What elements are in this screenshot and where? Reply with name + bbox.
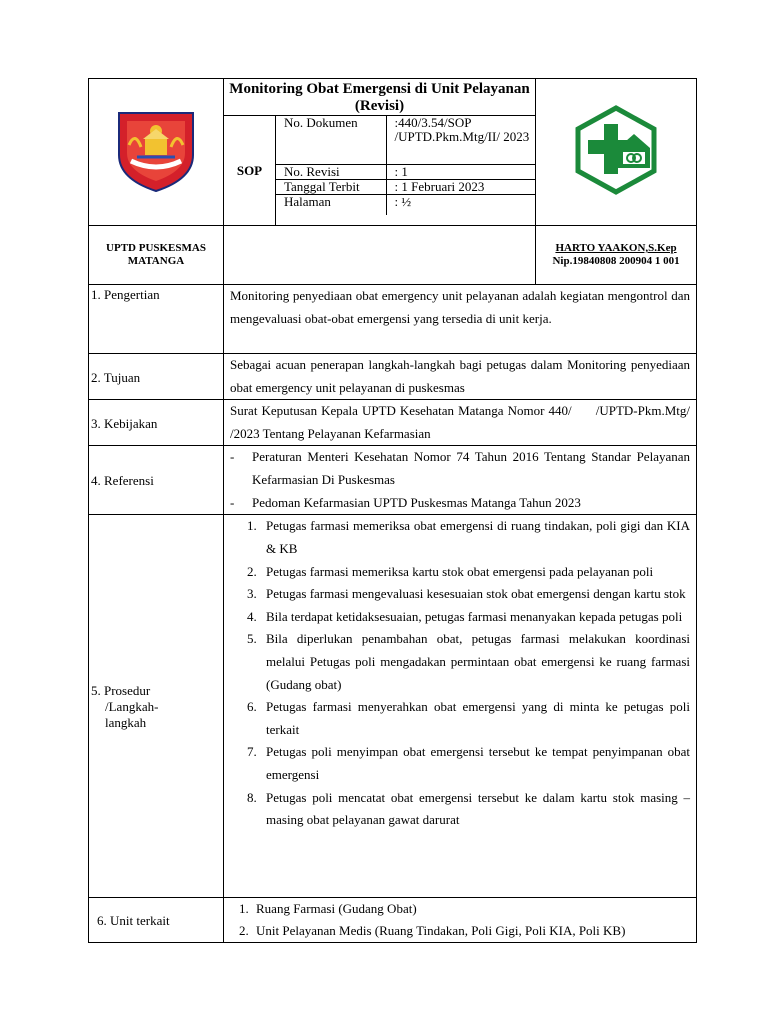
puskesmas-logo-cell	[536, 79, 697, 226]
value-tujuan: Sebagai acuan penerapan langkah-langkah bagi petugas dalam Monitoring penyediaan obat emergency unit pelayanan di puskesmas	[224, 354, 697, 400]
list-item: 6. Petugas farmasi menyerahkan obat emergensi yang di minta ke petugas poli terkait	[260, 696, 690, 741]
signatory-name: HARTO YAAKON,S.Kep	[555, 242, 677, 254]
document-meta	[276, 116, 536, 226]
list-item: 1. Petugas farmasi memeriksa obat emergensi di ruang tindakan, poli gigi dan KIA & KB	[260, 515, 690, 560]
label-tujuan: 2. Tujuan	[89, 354, 224, 400]
label-prosedur-line: /Langkah-	[105, 699, 159, 715]
list-item: 5. Bila diperlukan penambahan obat, petugas farmasi melakukan koordinasi melalui Petugas poli mengadakan permintaan obat emergensi ke ruang farmasi (Gudang obat)	[260, 628, 690, 696]
label-prosedur-line: langkah	[105, 715, 147, 731]
regional-logo-cell	[89, 79, 224, 226]
list-item: 3. Petugas farmasi mengevaluasi kesesuaian stok obat emergensi dengan kartu stok	[260, 583, 690, 606]
sop-label: SOP	[224, 116, 276, 226]
list-item: - Peraturan Menteri Kesehatan Nomor 74 Tahun 2016 Tentang Standar Pelayanan Kefarmasian Di Puskesmas	[230, 446, 690, 491]
list-item: - Pedoman Kefarmasian UPTD Puskesmas Matanga Tahun 2023	[230, 492, 690, 515]
list-item: 4. Bila terdapat ketidaksesuaian, petugas farmasi menanyakan kepada petugas poli	[260, 606, 690, 629]
signatory	[536, 226, 697, 285]
meta-table	[276, 116, 535, 215]
value-pengertian: Monitoring penyediaan obat emergency unit pelayanan adalah kegiatan mengontrol dan mengevaluasi obat-obat emergensi yang tersedia di unit kerja.	[224, 285, 697, 354]
list-item: 1. Ruang Farmasi (Gudang Obat)	[252, 898, 690, 920]
value-referensi	[224, 446, 697, 515]
meta-key-revisi: No. Revisi	[276, 164, 386, 179]
organization-name: UPTD PUSKESMAS MATANGA	[89, 226, 224, 285]
sop-document	[88, 78, 713, 943]
regional-emblem-icon	[111, 107, 201, 193]
meta-value-dokumen: :440/3.54/SOP /UPTD.Pkm.Mtg/II/ 2023	[386, 116, 535, 164]
label-unit-terkait: 6. Unit terkait	[89, 898, 224, 943]
referensi-list	[230, 446, 690, 514]
meta-value-revisi: : 1	[386, 164, 535, 179]
puskesmas-logo-icon	[570, 104, 662, 196]
signatory-nip: Nip.19840808 200904 1 001	[552, 255, 680, 267]
document-title: Monitoring Obat Emergensi di Unit Pelayanan (Revisi)	[224, 79, 536, 116]
list-item: 8. Petugas poli mencatat obat emergensi tersebut ke dalam kartu stok masing – masing obat pelayanan gawat darurat	[260, 787, 690, 832]
value-prosedur	[224, 515, 697, 898]
meta-value-halaman: : ½	[386, 194, 535, 215]
meta-key-dokumen: No. Dokumen	[276, 116, 386, 164]
label-pengertian: 1. Pengertian	[89, 285, 224, 354]
sop-table	[88, 78, 713, 943]
list-item: 7. Petugas poli menyimpan obat emergensi tersebut ke tempat penyimpanan obat emergensi	[260, 741, 690, 786]
label-prosedur-line: 5. Prosedur	[91, 683, 151, 699]
value-kebijakan: Surat Keputusan Kepala UPTD Kesehatan Matanga Nomor 440/ /UPTD-Pkm.Mtg/ /2023 Tentang Pelayanan Kefarmasian	[224, 400, 697, 446]
list-item: 2. Unit Pelayanan Medis (Ruang Tindakan, Poli Gigi, Poli KIA, Poli KB)	[252, 920, 690, 942]
meta-value-tanggal: : 1 Februari 2023	[386, 179, 535, 194]
blank-cell	[224, 226, 536, 285]
meta-key-tanggal: Tanggal Terbit	[276, 179, 386, 194]
label-referensi: 4. Referensi	[89, 446, 224, 515]
value-unit-terkait	[224, 898, 697, 943]
prosedur-steps	[230, 515, 690, 831]
label-kebijakan: 3. Kebijakan	[89, 400, 224, 446]
label-prosedur	[89, 515, 224, 898]
list-item: 2. Petugas farmasi memeriksa kartu stok obat emergensi pada pelayanan poli	[260, 561, 690, 584]
meta-key-halaman: Halaman	[276, 194, 386, 215]
unit-terkait-list	[230, 898, 690, 942]
